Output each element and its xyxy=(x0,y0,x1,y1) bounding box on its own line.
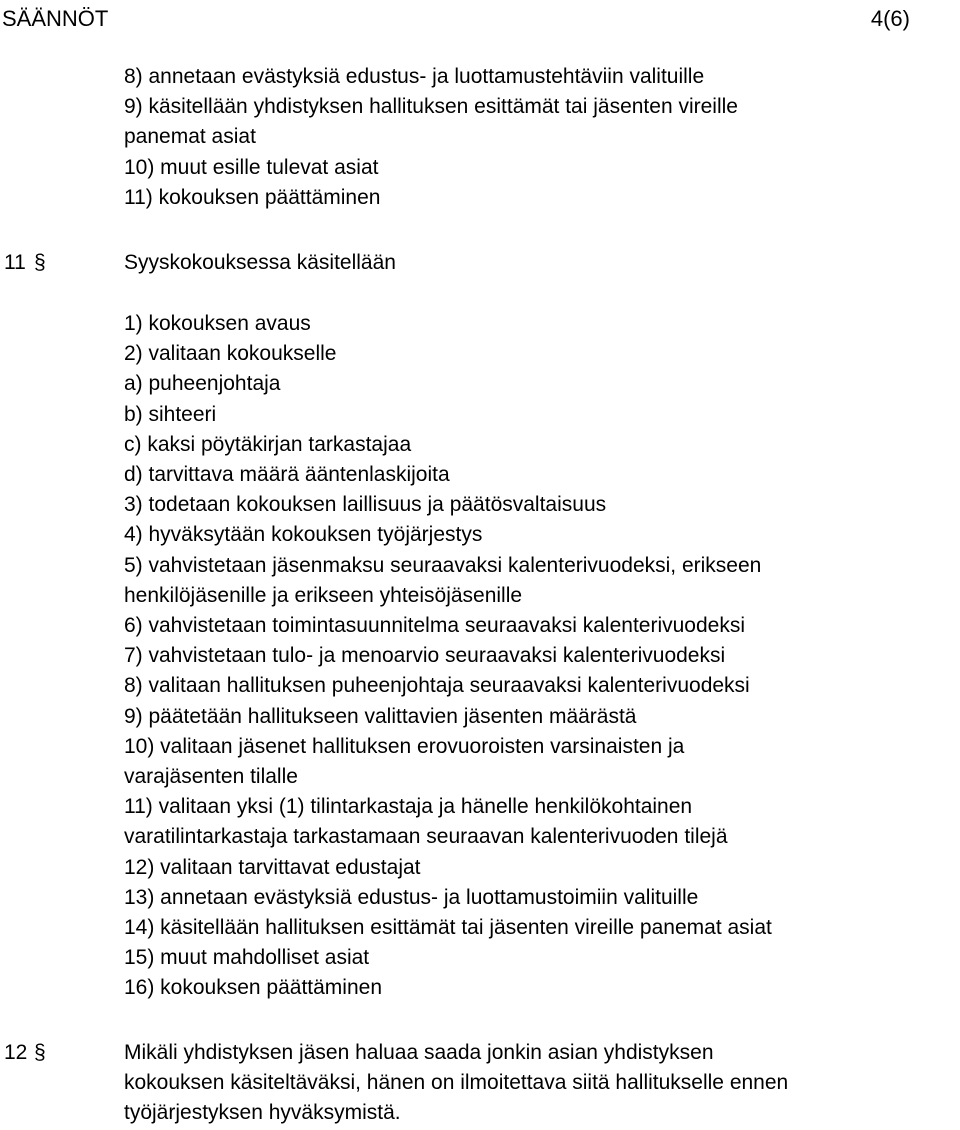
list-item: 3) todetaan kokouksen laillisuus ja päätösvaltaisuus xyxy=(124,493,607,517)
section-11-list xyxy=(124,309,960,1004)
section-sign: § xyxy=(34,1041,46,1064)
list-item: 11) kokouksen päättäminen xyxy=(124,185,381,209)
list-item: varajäsenten tilalle xyxy=(124,765,298,789)
list-item: panemat asiat xyxy=(124,125,256,149)
paragraph-line: Mikäli yhdistyksen jäsen haluaa saada jonkin asian yhdistyksen xyxy=(124,1041,714,1064)
list-item: 12) valitaan tarvittavat edustajat xyxy=(124,855,421,879)
list-item: 10) valitaan jäsenet hallituksen erovuoroisten varsinaisten ja xyxy=(124,734,685,758)
section-number: 12 xyxy=(4,1041,28,1064)
list-item: b) sihteeri xyxy=(124,402,217,426)
list-item: 6) vahvistetaan toimintasuunnitelma seuraavaksi kalenterivuodeksi xyxy=(124,614,745,638)
section-number: 11 xyxy=(4,251,26,274)
page-number: 4(6) xyxy=(870,6,910,31)
list-item: 5) vahvistetaan jäsenmaksu seuraavaksi kalenterivuodeksi, erikseen xyxy=(124,553,762,577)
list-item: 9) käsitellään yhdistyksen hallituksen esittämät tai jäsenten vireille xyxy=(124,95,738,119)
list-item: 7) vahvistetaan tulo- ja menoarvio seuraavaksi kalenterivuodeksi xyxy=(124,644,726,668)
list-item: 8) valitaan hallituksen puheenjohtaja seuraavaksi kalenterivuodeksi xyxy=(124,674,750,698)
section-12-body xyxy=(124,1038,960,1129)
list-item: 1) kokouksen avaus xyxy=(124,312,311,335)
list-item: henkilöjäsenille ja erikseen yhteisöjäsenille xyxy=(124,583,523,607)
list-item: varatilintarkastaja tarkastamaan seuraavan kalenterivuoden tilejä xyxy=(124,825,728,849)
section-10-continuation xyxy=(124,62,960,213)
list-item: 8) annetaan evästyksiä edustus- ja luottamustehtäviin valituille xyxy=(124,65,705,88)
section-sign: § xyxy=(34,251,46,274)
list-item: 4) hyväksytään kokouksen työjärjestys xyxy=(124,523,483,547)
paragraph-line: kokouksen käsiteltäväksi, hänen on ilmoitettava siitä hallitukselle ennen xyxy=(124,1071,789,1095)
list-item: 10) muut esille tulevat asiat xyxy=(124,155,379,179)
list-item: a) puheenjohtaja xyxy=(124,372,281,396)
document-title: SÄÄNNÖT xyxy=(2,6,109,31)
list-item: 11) valitaan yksi (1) tilintarkastaja ja hänelle henkilökohtainen xyxy=(124,795,693,819)
list-item: c) kaksi pöytäkirjan tarkastajaa xyxy=(124,432,412,456)
list-item: 15) muut mahdolliset asiat xyxy=(124,946,370,970)
list-item: 13) annetaan evästyksiä edustus- ja luottamustoimiin valituille xyxy=(124,885,699,909)
list-item: 2) valitaan kokoukselle xyxy=(124,342,337,366)
list-item: 14) käsitellään hallituksen esittämät tai jäsenten vireille panemat asiat xyxy=(124,916,772,940)
list-item: 9) päätetään hallitukseen valittavien jäsenten määrästä xyxy=(124,704,637,728)
list-item: d) tarvittava määrä ääntenlaskijoita xyxy=(124,463,450,487)
list-item: 16) kokouksen päättäminen xyxy=(124,976,382,1000)
section-title: Syyskokouksessa käsitellään xyxy=(124,251,396,274)
paragraph-line: työjärjestyksen hyväksymistä. xyxy=(124,1101,401,1125)
